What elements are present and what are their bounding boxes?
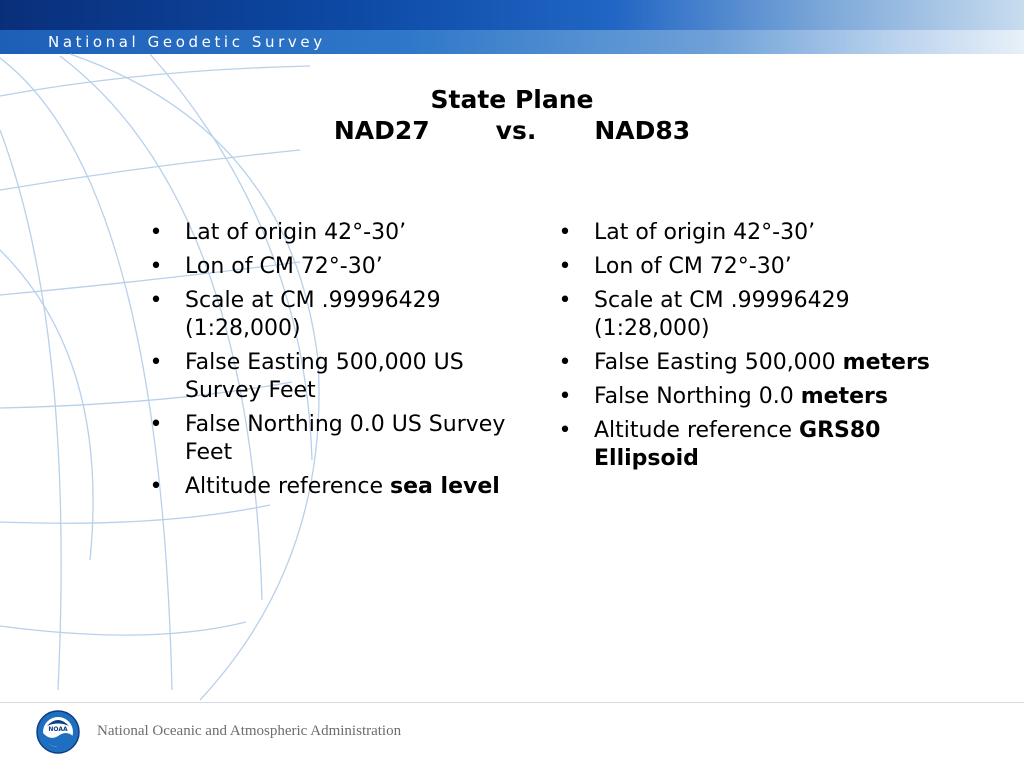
bullet-icon: • <box>558 220 572 245</box>
list-item <box>555 253 945 281</box>
list-item-text: Lat of origin 42°-30’ <box>594 220 816 245</box>
noaa-logo-icon <box>36 710 80 754</box>
list-item-emphasis: meters <box>842 350 930 375</box>
nad83-parameter-list <box>555 219 945 479</box>
list-item <box>555 349 945 377</box>
bullet-icon: • <box>149 350 163 375</box>
list-item <box>146 219 526 247</box>
title-line-state-plane: State Plane <box>430 85 594 114</box>
list-item <box>555 219 945 247</box>
list-item-emphasis: meters <box>800 384 888 409</box>
nad27-parameter-list <box>146 219 526 507</box>
organization-name: National Geodetic Survey <box>48 33 326 51</box>
list-item <box>146 287 526 343</box>
bullet-icon: • <box>558 384 572 409</box>
list-item-text: Scale at CM .99996429 (1:28,000) <box>185 288 441 341</box>
globe-latitude-line <box>0 622 246 635</box>
footer-agency-name: National Oceanic and Atmospheric Administration <box>97 723 402 739</box>
list-item-text: Lat of origin 42°-30’ <box>185 220 407 245</box>
list-item-text: Lon of CM 72°-30’ <box>594 254 792 279</box>
bullet-icon: • <box>149 412 163 437</box>
list-item-text: False Easting 500,000 <box>594 350 843 375</box>
list-item-emphasis: GRS80 Ellipsoid <box>594 418 881 471</box>
list-item <box>146 253 526 281</box>
list-item <box>555 287 945 343</box>
title-nad27: NAD27 <box>333 116 430 145</box>
list-item <box>146 411 526 467</box>
bullet-icon: • <box>149 474 163 499</box>
list-item-text: False Easting 500,000 US Survey Feet <box>185 350 464 403</box>
title-vs: vs. <box>495 116 537 145</box>
title-nad83: NAD83 <box>594 116 691 145</box>
list-item-emphasis: sea level <box>390 474 500 499</box>
list-item-text: Scale at CM .99996429 (1:28,000) <box>594 288 850 341</box>
globe-latitude-line <box>0 150 300 190</box>
list-item-text: Altitude reference <box>594 418 800 443</box>
bullet-icon: • <box>149 288 163 313</box>
list-item <box>555 417 945 473</box>
globe-longitude-line <box>0 130 61 690</box>
list-item-text: Lon of CM 72°-30’ <box>185 254 383 279</box>
footer-divider <box>0 702 1024 703</box>
bullet-icon: • <box>558 350 572 375</box>
list-item <box>146 349 526 405</box>
list-item-text: Altitude reference <box>185 474 391 499</box>
bullet-icon: • <box>558 254 572 279</box>
bullet-icon: • <box>149 254 163 279</box>
list-item <box>146 473 526 501</box>
list-item <box>555 383 945 411</box>
title-comparison-row <box>0 115 1024 146</box>
bullet-icon: • <box>558 418 572 443</box>
globe-latitude-line <box>0 505 270 523</box>
list-item-text: False Northing 0.0 US Survey Feet <box>185 412 506 465</box>
list-item-text: False Northing 0.0 <box>594 384 801 409</box>
noaa-logo-text: NOAA <box>48 726 68 733</box>
slide-title <box>0 84 1024 146</box>
bullet-icon: • <box>149 220 163 245</box>
bullet-icon: • <box>558 288 572 313</box>
